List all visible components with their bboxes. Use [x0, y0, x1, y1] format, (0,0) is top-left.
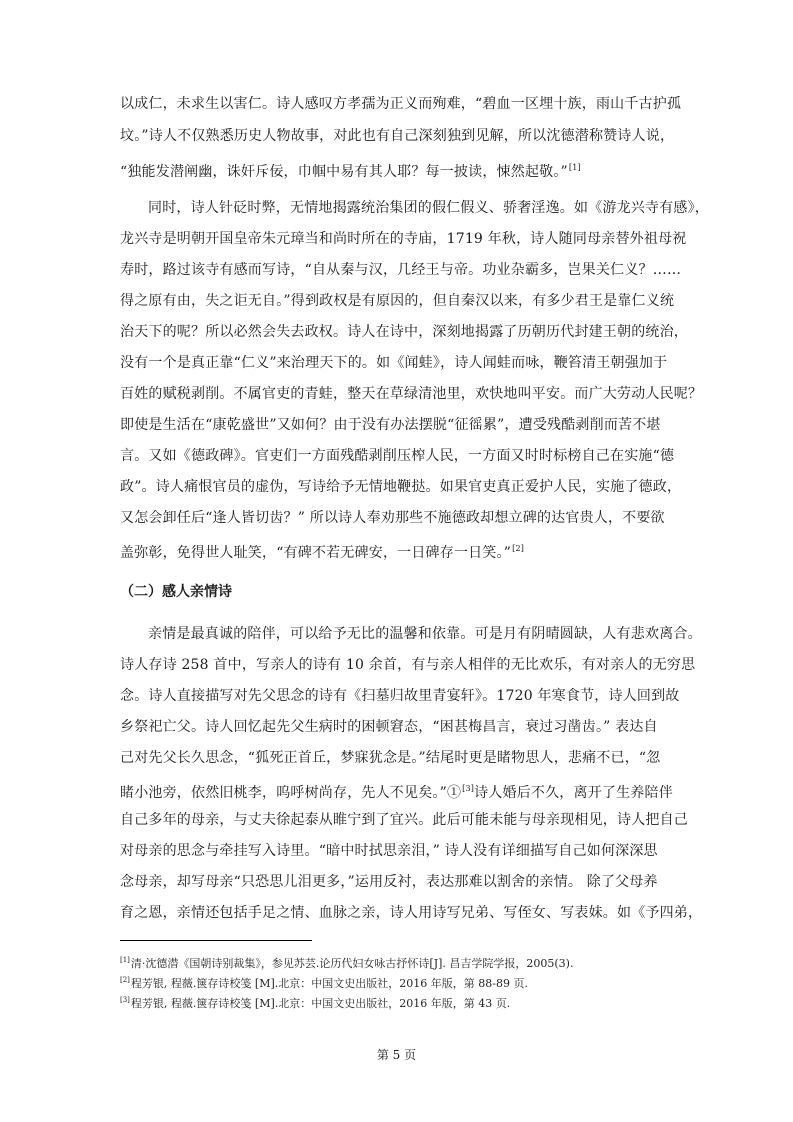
text-line: 诗人存诗 258 首中，写亲人的诗有 10 余首，有与亲人相伴的无比欢乐，有对亲人的无穷思 [120, 657, 696, 673]
text-line: 治天下的呢？所以必然会失去政权。诗人在诗中，深刻地揭露了历朝历代封建王朝的统治， [120, 324, 688, 340]
text-line-content: 睹小池旁，依然旧桃李，呜呼树尚存，先人不见矣。” [120, 785, 447, 801]
text-line: 没有一个是真正靠“仁义”来治理天下的。如《闻蛙》，诗人闻蛙而咏，鞭笞清王朝强加于 [120, 355, 668, 371]
text-line: 乡祭祀亡父。诗人回忆起先父生病时的困顿窘态，“困甚梅昌言，衰过习凿齿。” 表达自 [120, 719, 658, 735]
text-line: 育之恩，亲情还包括手足之情、血脉之亲，诗人用诗写兄弟、写侄女、写表妹。如《予四弟， [120, 905, 703, 921]
text-line: 对母亲的思念与牵挂写入诗里。“暗中时拭思亲泪，” 诗人没有详细描写自己如何深深思 [120, 843, 658, 859]
text-line: 自己多年的母亲，与丈夫徐起泰从睢宁到了宜兴。此后可能未能与母亲现相见，诗人把自己 [120, 812, 688, 828]
text-line: 得之原有由，失之讵无自。”得到政权是有原因的，但自秦汉以来，有多少君王是靠仁义统 [120, 293, 675, 309]
text-line: 己对先父长久思念，“狐死正首丘，梦寐犹念是。”结尾时更是睹物思人，悲痛不已，“忽 [120, 750, 661, 766]
footnote [120, 972, 528, 992]
text-line: 百姓的赋税剥削。不属官吏的青蛙，整天在草绿清池里，欢快地叫平安。而广大劳动人民呢？ [120, 386, 703, 402]
inline-mark: ① [446, 785, 462, 801]
text-line: 政”。诗人痛恨官员的虚伪，写诗给予无情地鞭挞。如果官吏真正爱护人民，实施了德政， [120, 479, 682, 495]
text-line: 以成仁，未求生以害仁。诗人感叹方孝孺为正义而殉难，“碧血一区埋十族，雨山千古护孤 [120, 96, 682, 112]
text-line: 又怎会卸任后“逢人皆切齿？” 所以诗人奉劝那些不施德政却想立碑的达官贵人，不要欲 [120, 510, 665, 526]
text-line: 寿时，路过该寺有感而写诗，“自从秦与汉，几经王与帝。功业杂霸多，岂果关仁义？…… [120, 262, 682, 278]
text-line [120, 777, 673, 801]
text-line-content: 盖弥彰，免得世人耻笑，“有碑不若无碑安，一日碑存一日笑。” [120, 545, 512, 561]
text-line [120, 537, 524, 561]
text-line: 即使是生活在“康乾盛世”又如何？由于没有办法摆脱“征徭累”，遭受残酷剥削而苦不堪 [120, 417, 661, 433]
citation-marker: [2] [512, 544, 525, 553]
text-line-content: “独能发潜阐幽，诛奸斥佞，巾帼中易有其人耶？每一披读，悚然起敬。” [120, 164, 568, 180]
text-line [120, 156, 581, 180]
text-line: 龙兴寺是明朝开国皇帝朱元璋当和尚时所在的寺庙，1719 年秋，诗人随同母亲替外祖母祝 [120, 231, 687, 247]
footnote-text: 程芳银, 程薇.箧存诗校笺 [M].北京：中国文史出版社，2016 年版，第 43 页. [130, 997, 511, 1010]
footnote [120, 992, 510, 1012]
text-line: 言。又如《德政碑》。官吏们一方面残酷剥削压榨人民，一方面又时时标榜自己在实施“德 [120, 448, 675, 464]
footnote-mark: [3] [120, 996, 130, 1004]
footnote-mark: [1] [120, 956, 130, 964]
citation-marker: [1] [568, 163, 581, 172]
text-line: 坟。”诗人不仅熟悉历史人物故事，对此也有自己深刻独到见解，所以沈德潜称赞诗人说， [120, 128, 675, 144]
text-line: 念母亲，却写母亲“只恐思儿泪更多，”运用反衬，表达那难以割舍的亲情。 除了父母养 [120, 874, 658, 890]
footnote [120, 952, 573, 972]
text-line-tail: 诗人婚后不久，离开了生养陪伴 [474, 785, 673, 801]
section-heading: （二）感人亲情诗 [120, 584, 232, 600]
footnote-divider [120, 940, 312, 941]
footnote-text: 清·沈德潜《国朝诗别裁集》，参见苏芸.论历代妇女咏古抒怀诗[J]. 昌吉学院学报，2005(3). [130, 957, 574, 970]
footnote-mark: [2] [120, 976, 130, 984]
citation-marker: [3] [462, 784, 475, 793]
text-line: 同时，诗人针砭时弊，无情地揭露统治集团的假仁假义、骄奢淫逸。如《游龙兴寺有感》， [148, 200, 709, 216]
page-number: 第 5 页 [376, 1048, 417, 1062]
text-line: 亲情是最真诚的陪伴，可以给予无比的温馨和依靠。可是月有阴晴圆缺，人有悲欢离合。 [148, 626, 702, 642]
text-line: 念。诗人直接描写对先父思念的诗有《扫墓归故里青宴轩》。1720 年寒食节，诗人回到故 [120, 688, 680, 704]
footnote-text: 程芳银, 程薇.箧存诗校笺 [M].北京：中国文史出版社，2016 年版，第 88-89 页. [130, 977, 528, 990]
